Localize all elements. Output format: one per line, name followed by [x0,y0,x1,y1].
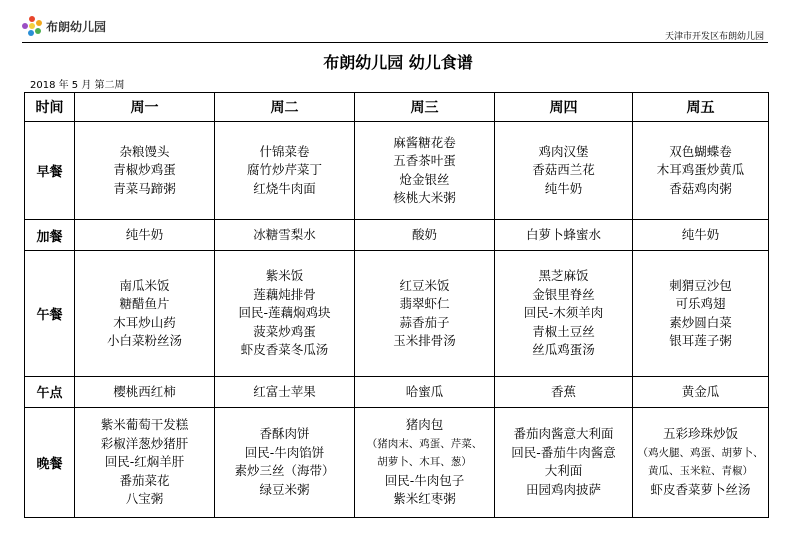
dish-item: 青椒炒鸡蛋 [113,162,176,178]
menu-cell [495,122,633,220]
dish-item: 可乐鸡翅 [675,296,726,312]
menu-cell [495,251,633,376]
dish-item: 莲藕炖排骨 [253,286,316,302]
logo [22,14,106,38]
menu-cell [75,251,215,376]
dish-item: 木耳鸡蛋炒黄瓜 [656,162,745,178]
table-row [25,220,769,251]
menu-cell [355,407,495,517]
dish-item: 菠菜炒鸡蛋 [253,323,316,339]
dish-item: 红烧牛肉面 [253,180,316,196]
table-row [25,407,769,517]
dish-item: 纯牛奶 [681,227,720,243]
dish-item: 黑芝麻饭 [538,268,589,284]
dish-item: 香菇西兰花 [532,162,595,178]
menu-cell [215,251,355,376]
dish-item: 丝瓜鸡蛋汤 [532,342,595,358]
dish-item: 回民-木须羊肉 [523,305,604,321]
dish-item: 杂粮馒头 [119,143,170,159]
dish-item: 银耳莲子粥 [669,333,732,349]
header-divider [22,42,768,43]
table-row [25,251,769,376]
dish-item: 玉米排骨汤 [393,333,456,349]
menu-cell [75,407,215,517]
dish-item: 大利面 [544,463,583,479]
table-row [25,376,769,407]
table-row [25,122,769,220]
dish-item: 木耳炒山药 [113,314,176,330]
dish-item: 番茄肉酱意大利面 [513,426,614,442]
menu-cell [633,220,769,251]
dish-item: 樱桃西红柿 [113,383,176,399]
dish-item: 鸡肉汉堡 [538,143,589,159]
dish-item: 双色蝴蝶卷 [669,143,732,159]
dish-item: 绿豆米粥 [259,481,310,497]
dish-item: 香菇鸡肉粥 [669,180,732,196]
dish-item: 番茄菜花 [119,472,170,488]
menu-cell [355,220,495,251]
dish-item: 红豆米饭 [399,277,450,293]
menu-cell [355,122,495,220]
dish-item: 彩椒洋葱炒猪肝 [100,435,189,451]
dish-item: 回民-牛肉包子 [384,472,465,488]
dish-item: 纯牛奶 [544,180,583,196]
menu-cell [75,122,215,220]
column-header-day: 周四 [495,93,633,122]
meal-label: 午餐 [25,251,75,376]
dish-item: 紫米葡萄干发糕 [100,417,189,433]
dish-item: 纯牛奶 [125,227,164,243]
dish-item: 五香茶叶蛋 [393,153,456,169]
dish-item: 蒜香茄子 [399,314,450,330]
menu-cell [633,376,769,407]
logo-text: 布朗幼儿园 [46,19,107,34]
dish-item: （猪肉末、鸡蛋、芹菜、 [366,437,483,450]
column-header-day: 周五 [633,93,769,122]
dish-item: 南瓜米饭 [119,277,170,293]
dish-item: 金银里脊丝 [532,286,595,302]
column-header-day: 周三 [355,93,495,122]
dish-item: 素炒圆白菜 [669,314,732,330]
dish-item: 刺猬豆沙包 [669,277,732,293]
dish-item: 素炒三丝（海带） [234,463,335,479]
dish-item: 麻酱糖花卷 [393,134,456,150]
menu-cell [495,407,633,517]
dish-item: 什锦菜卷 [259,143,310,159]
week-label: 2018 年 5 月 第二周 [30,80,125,91]
dish-item: 香酥肉饼 [259,426,310,442]
menu-cell [495,220,633,251]
menu-cell [215,407,355,517]
menu-cell [355,376,495,407]
dish-item: 虾皮香菜冬瓜汤 [240,342,329,358]
dish-item: 黄金瓜 [681,383,720,399]
dish-item: 核桃大米粥 [393,190,456,206]
dish-item: 猪肉包 [405,417,444,433]
menu-cell [633,407,769,517]
menu-cell [75,376,215,407]
dish-item: 白萝卜蜂蜜水 [525,227,601,243]
column-header-day: 周二 [215,93,355,122]
logo-flower-icon [22,16,42,36]
dish-item: 八宝粥 [125,491,164,507]
dish-item: 冰糖雪梨水 [253,227,316,243]
dish-item: 回民-牛肉馅饼 [244,444,325,460]
meal-label: 晚餐 [25,407,75,517]
dish-item: （鸡火腿、鸡蛋、胡萝卜、 [637,446,764,459]
dish-item: 红富士苹果 [253,383,316,399]
dish-item: 小白菜粉丝汤 [106,333,182,349]
dish-item: 香蕉 [550,383,576,399]
menu-cell [215,376,355,407]
dish-item: 黄瓜、玉米粒、青椒） [648,465,753,478]
dish-item: 糖醋鱼片 [119,296,170,312]
menu-cell [633,122,769,220]
dish-item: 虾皮香菜萝卜丝汤 [650,481,751,497]
column-header-day: 周一 [75,93,215,122]
menu-cell [215,122,355,220]
menu-cell [355,251,495,376]
menu-cell [215,220,355,251]
dish-item: 回民-红焖羊肝 [104,454,185,470]
dish-item: 紫米饭 [265,268,304,284]
dish-item: 翡翠虾仁 [399,296,450,312]
column-header-time: 时间 [25,93,75,122]
dish-item: 青菜马蹄粥 [113,180,176,196]
dish-item: 胡萝卜、木耳、葱） [377,456,472,469]
dish-item: 腐竹炒芹菜丁 [246,162,322,178]
menu-cell [495,376,633,407]
dish-item: 哈蜜瓜 [405,383,444,399]
page-title: 布朗幼儿园 幼儿食谱 [323,53,473,72]
menu-table [24,92,769,518]
meal-label: 加餐 [25,220,75,251]
dish-item: 炝金银丝 [399,171,450,187]
dish-item: 紫米红枣粥 [393,491,456,507]
table-header-row [25,93,769,122]
dish-item: 回民-莲藕焖鸡块 [238,305,331,321]
dish-item: 回民-番茄牛肉酱意 [511,444,616,460]
dish-item: 五彩珍珠炒饭 [662,426,738,442]
dish-item: 酸奶 [411,227,437,243]
meal-label: 早餐 [25,122,75,220]
school-name-header: 天津市开发区布朗幼儿园 [664,32,764,42]
menu-cell [75,220,215,251]
dish-item: 青椒土豆丝 [532,323,595,339]
meal-label: 午点 [25,376,75,407]
dish-item: 田园鸡肉披萨 [525,481,601,497]
menu-cell [633,251,769,376]
